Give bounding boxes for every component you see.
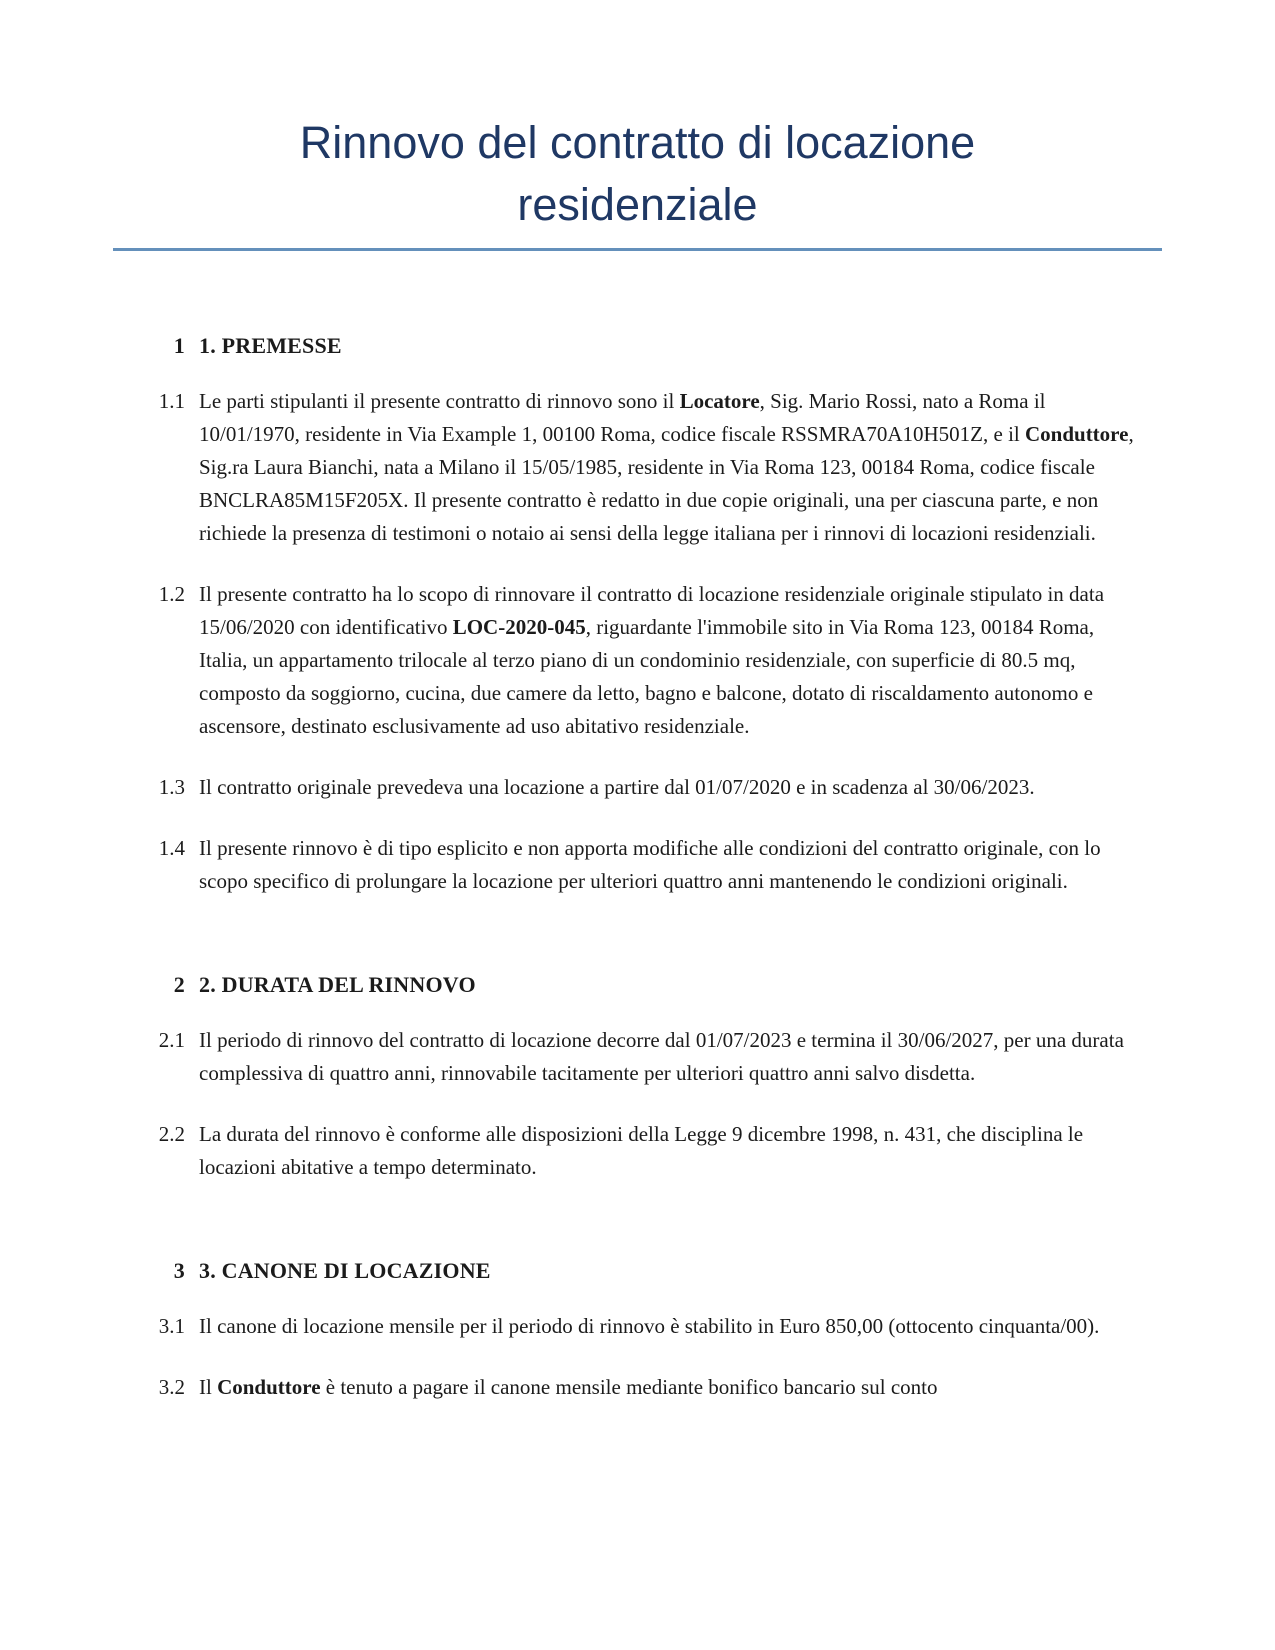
clause-text xyxy=(199,832,1134,898)
bold-term: Conduttore xyxy=(217,1375,321,1399)
bold-term: Conduttore xyxy=(1024,422,1129,446)
contract-clause xyxy=(113,1310,1162,1343)
contract-section xyxy=(113,331,1162,898)
contract-clause xyxy=(113,832,1162,898)
document-title: Rinnovo del contratto di locazione residenziale xyxy=(299,117,976,230)
text-run: Il presente contratto ha lo scopo di rinnovare il contratto di locazione residenziale originale stipulato in data 15/06/2020 con identificativo xyxy=(199,582,1105,639)
clause-number: 1.2 xyxy=(158,582,185,606)
section-number: 1 xyxy=(173,333,185,358)
text-run: Il xyxy=(199,1375,218,1399)
clause-text xyxy=(199,771,1134,804)
text-run: Il contratto originale prevedeva una locazione a partire dal 01/07/2020 e in scadenza al 30/06/2023. xyxy=(199,775,1035,799)
section-number: 2 xyxy=(173,972,185,997)
section-heading xyxy=(113,331,1162,361)
text-run: Le parti stipulanti il presente contratto di rinnovo sono il xyxy=(199,389,680,413)
contract-clause xyxy=(113,771,1162,804)
contract-clause xyxy=(113,385,1162,550)
section-heading-text: 1. PREMESSE xyxy=(199,333,342,358)
bold-term: LOC-2020-045 xyxy=(452,615,586,639)
bold-term: Locatore xyxy=(679,389,760,413)
section-heading-text: 2. DURATA DEL RINNOVO xyxy=(199,972,476,997)
section-number: 3 xyxy=(173,1258,185,1283)
clause-text xyxy=(199,1024,1134,1090)
clause-number: 2.2 xyxy=(158,1122,185,1146)
clause-text xyxy=(199,1371,1134,1404)
clause-number: 2.1 xyxy=(158,1028,185,1052)
contract-clause xyxy=(113,1118,1162,1184)
contract-clause xyxy=(113,1371,1162,1404)
contract-section xyxy=(113,970,1162,1184)
section-heading xyxy=(113,1256,1162,1286)
clause-number: 1.4 xyxy=(158,836,185,860)
text-run: Il periodo di rinnovo del contratto di locazione decorre dal 01/07/2023 e termina il 30/06/2027, per una durata complessiva di quattro anni, rinnovabile tacitamente per ulteriori quattro anni salvo disdetta. xyxy=(199,1028,1124,1085)
contract-clause xyxy=(113,578,1162,743)
section-heading xyxy=(113,970,1162,1000)
text-run: , riguardante l'immobile sito in Via Roma 123, 00184 Roma, Italia, un appartamento trilocale al terzo piano di un condominio residenziale, con superficie di 80.5 mq, composto da soggiorno, cucina, due camere da letto, bagno e balcone, dotato di riscaldamento autonomo e ascensore, destinato esclusivamente ad uso abitativo residenziale. xyxy=(199,615,1095,738)
text-run: è tenuto a pagare il canone mensile mediante bonifico bancario sul conto xyxy=(320,1375,938,1399)
document-body xyxy=(113,251,1162,1404)
text-run: , Sig.ra Laura Bianchi, nata a Milano il 15/05/1985, residente in Via Roma 123, 00184 Roma, codice fiscale BNCLRA85M15F205X. Il presente contratto è redatto in due copie originali, una per ciascuna parte, e non richiede la presenza di testimoni o notaio ai sensi della legge italiana per i rinnovi di locazioni residenziali. xyxy=(199,422,1134,545)
text-run: Il presente rinnovo è di tipo esplicito e non apporta modifiche alle condizioni del contratto originale, con lo scopo specifico di prolungare la locazione per ulteriori quattro anni mantenendo le condizioni originali. xyxy=(199,836,1101,893)
clause-text xyxy=(199,385,1134,550)
clause-number: 3.2 xyxy=(158,1375,185,1399)
contract-clause xyxy=(113,1024,1162,1090)
clause-text xyxy=(199,578,1134,743)
clause-number: 1.1 xyxy=(158,389,185,413)
section-heading-text: 3. CANONE DI LOCAZIONE xyxy=(199,1258,491,1283)
text-run: La durata del rinnovo è conforme alle disposizioni della Legge 9 dicembre 1998, n. 431, che disciplina le locazioni abitative a tempo determinato. xyxy=(199,1122,1084,1179)
text-run: , Sig. Mario Rossi, nato a Roma il 10/01/1970, residente in Via Example 1, 00100 Roma, codice fiscale RSSMRA70A10H501Z, e il xyxy=(199,389,1046,446)
contract-section xyxy=(113,1256,1162,1404)
clause-number: 1.3 xyxy=(158,775,185,799)
text-run: Il canone di locazione mensile per il periodo di rinnovo è stabilito in Euro 850,00 (ottocento cinquanta/00). xyxy=(199,1314,1100,1338)
clause-text xyxy=(199,1310,1134,1343)
clause-text xyxy=(199,1118,1134,1184)
clause-number: 3.1 xyxy=(158,1314,185,1338)
